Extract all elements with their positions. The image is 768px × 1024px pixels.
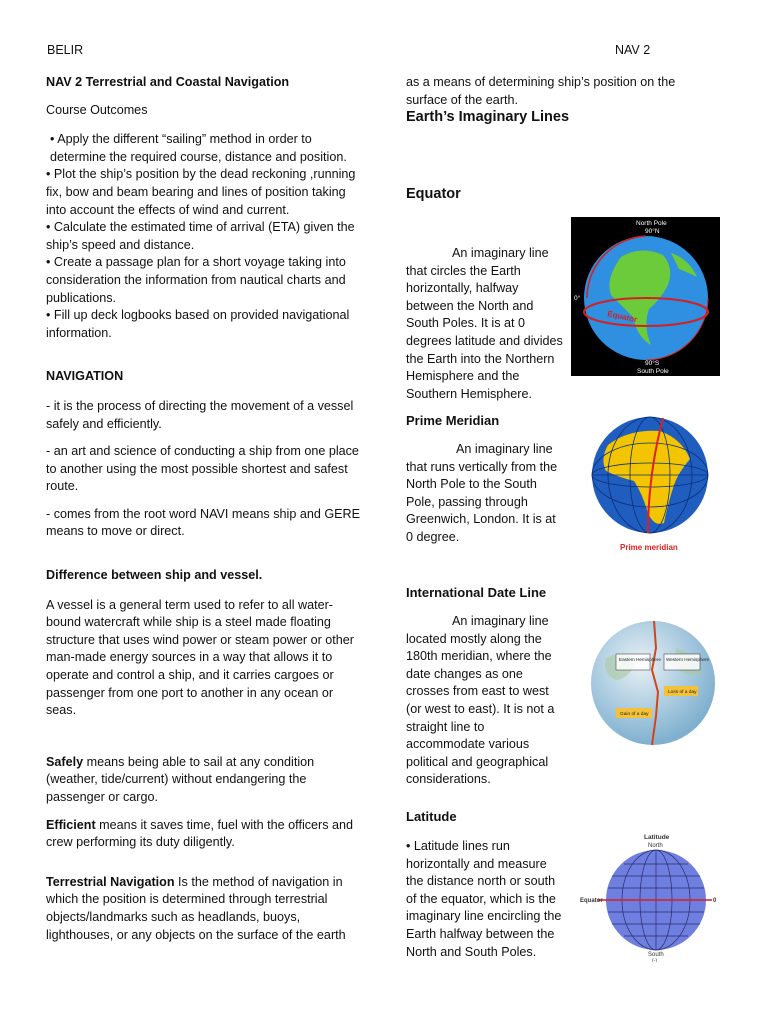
prime-meridian-heading: Prime Meridian [406,413,500,428]
safely-term: Safely [46,754,84,769]
equator-heading: Equator [406,186,461,202]
outcome-item: • Calculate the estimated time of arrival (ETA) given the ship’s speed and distance. [46,220,355,252]
continuation-text: as a means of determining ship’s position on the surface of the earth. [406,75,676,107]
south-sign: (-) [652,958,657,962]
zero-deg-label: 0° [574,295,581,302]
equator-label: Equator [580,898,603,904]
south-deg-label: 90°S [645,360,660,367]
outcomes-list [46,131,364,342]
north-deg-label: 90°N [645,228,660,235]
date-line-heading: International Date Line [406,585,547,600]
navigation-point: - an art and science of conducting a ship from one place to another using the most possible shortest and safest route. [46,444,359,494]
navigation-heading: NAVIGATION [46,369,124,384]
date-line-text: An imaginary line located mostly along the 180th meridian, where the date changes as one crosses from east to west (or west to east). It is not a straight line to accommodate various political and geographical considerations. [406,614,555,787]
navigation-point: - comes from the root word NAVI means ship and GERE means to move or direct. [46,506,361,539]
header-left: BELIR [47,43,84,57]
prime-meridian-caption: Prime meridian [620,543,678,552]
date-line-figure [586,618,720,748]
western-hemisphere-label: Western Hemisphere [666,657,710,662]
efficient-paragraph [46,817,364,852]
efficient-text: means it saves time, fuel with the officers and crew performing its duty diligently. [46,817,354,850]
loss-of-day-label: Loss of a day [668,690,697,695]
prime-meridian-figure [578,415,721,557]
safely-text: means being able to sail at any condition (weather, tide/current) without endangering the passenger or cargo. [46,754,315,804]
outcome-item: • Plot the ship’s position by the dead reckoning ,running fix, bow and beam bearing and lines of position taking into account the effects of wind and current. [46,167,356,217]
right-column [406,74,736,127]
outcome-item: • Create a passage plan for a short voyage taking into consideration the information from nautical charts and publications. [46,255,346,305]
north-label: North [648,843,663,849]
imaginary-lines-heading: Earth’s Imaginary Lines [406,109,570,126]
south-pole-label: South Pole [637,368,669,375]
outcome-item: • Fill up deck logbooks based on provided navigational information. [46,308,350,340]
south-label: South [648,952,664,958]
latitude-figure [578,830,722,962]
course-outcomes-label: Course Outcomes [46,102,148,117]
outcome-item: • Apply the different “sailing” method in order to determine the required course, distance and position. [50,132,347,164]
zero-label: 0 [713,898,717,904]
latitude-fig-title: Latitude [644,834,670,841]
document-title: NAV 2 Terrestrial and Coastal Navigation [46,75,290,89]
left-column [46,74,364,944]
equator-label: Equator [606,309,639,325]
gain-of-day-label: Gain of a day [620,712,649,717]
latitude-heading: Latitude [406,809,457,824]
prime-meridian-text: An imaginary line that runs vertically from the North Pole to the South Pole, passing through Greenwich, London. It is at 0 degree. [406,442,558,544]
terrestrial-term: Terrestrial Navigation [46,874,175,889]
terrestrial-paragraph [46,874,364,944]
equator-globe-figure [571,217,720,376]
globe-sphere [591,621,715,745]
equator-text: An imaginary line that circles the Earth horizontally, halfway between the North and South Poles. It is at 0 degrees latitude and divides the Earth into the Northern Hemisphere and the Southern Hemisphere. [406,246,563,401]
north-pole-label: North Pole [636,220,667,227]
terrestrial-text: Is the method of navigation in which the position is determined through terrestrial objects/landmarks such as headlands, buoys, lighthouses, or any objects on the surface of the earth [46,874,346,942]
safely-paragraph [46,754,364,807]
efficient-term: Efficient [46,817,96,832]
navigation-point: - it is the process of directing the movement of a vessel safely and efficiently. [46,398,354,431]
latitude-text: • Latitude lines run horizontally and measure the distance north or south of the equator, which is the imaginary line encircling the Earth halfway between the North and South Poles. [406,839,562,959]
header-right: NAV 2 [615,43,651,57]
difference-text: A vessel is a general term used to refer to all water-bound watercraft while ship is a steel made floating structure that uses wind power or steam power or other man-made energy sources in a way that allows it to operate and control a ship, and it carries cargoes or passenger from one port to another in any ocean or seas. [46,597,354,718]
difference-heading: Difference between ship and vessel. [46,568,263,583]
eastern-hemisphere-label: Eastern Hemisphere [619,657,661,662]
